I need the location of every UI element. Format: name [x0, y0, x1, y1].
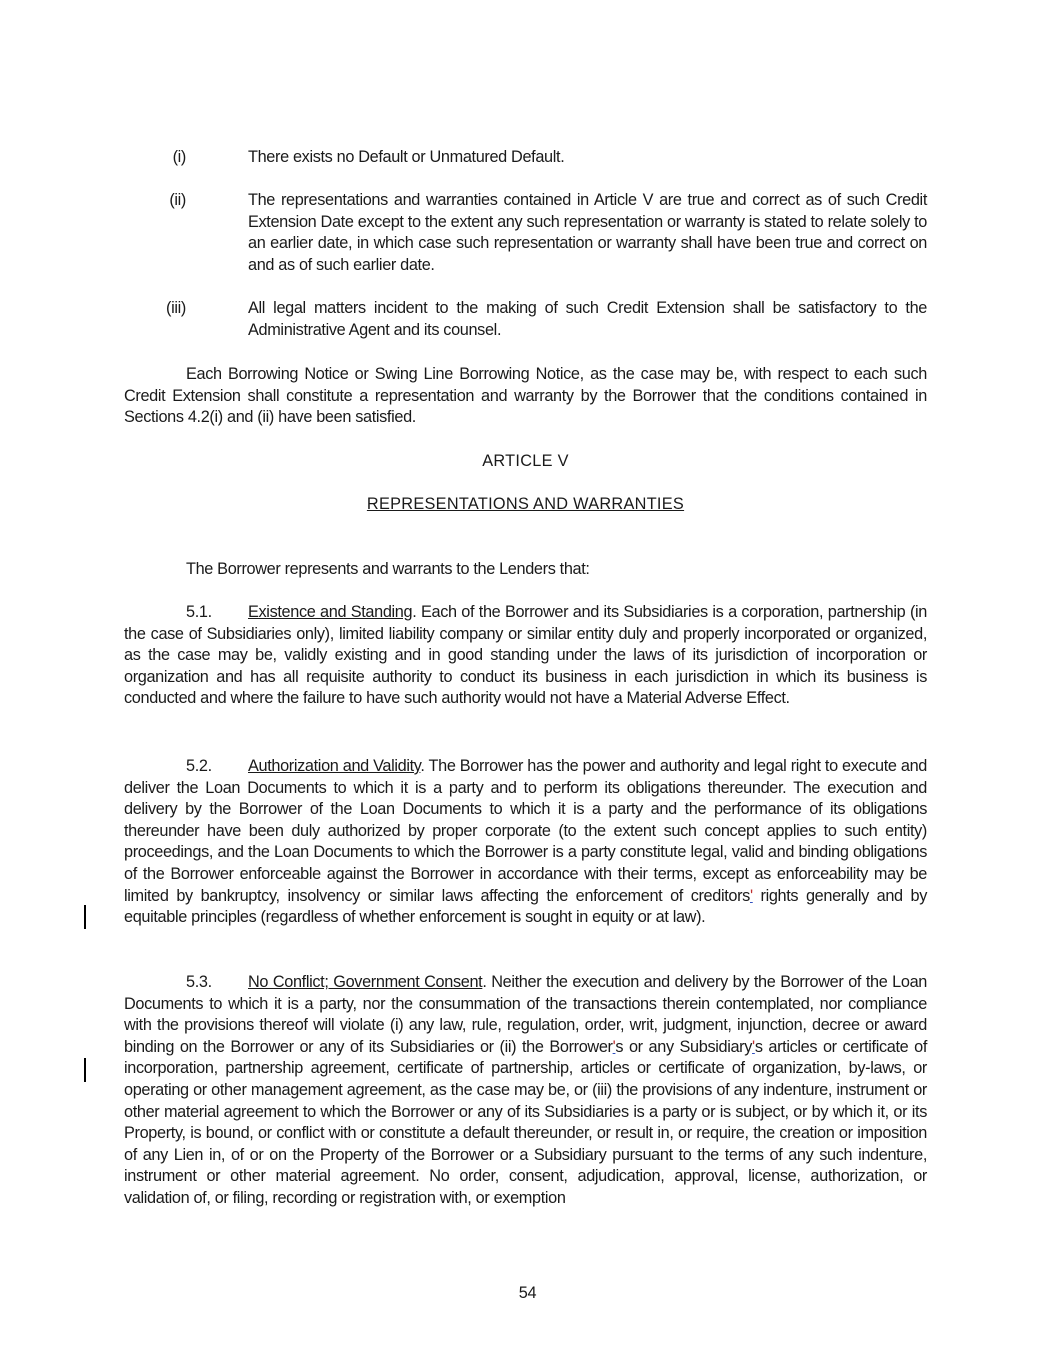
- condition-text: The representations and warranties contained in Article V are true and correct as of such Credit Extension Date except to the extent any such representation or warranty is stated to relate solely to an earlier date, in which case such representation or warranty shall have been true and correct on and as of such earlier date.: [248, 191, 927, 274]
- section-5-1: [124, 602, 927, 710]
- intro-paragraph: The Borrower represents and warrants to the Lenders that:: [186, 560, 590, 578]
- revision-change-bar: [84, 1058, 86, 1082]
- section-number: 5.3.: [186, 973, 212, 991]
- section-text: rights generally and by equitable principles (regardless of whether enforcement is sought in equity or at law).: [124, 886, 927, 927]
- tracked-apostrophe: ': [749, 886, 753, 905]
- section-text: . Each of the Borrower and its Subsidiaries is a corporation, partnership (in the case of Subsidiaries only), limited liability company or similar entity duly and properly incorporated or organized, as the case may be, validly existing and in good standing under the laws of its jurisdiction of incorporation or organization and has all requisite authority to conduct its business in each jurisdiction in which its business is conducted and where the failure to have such authority would not have a Material Adverse Effect.: [124, 603, 927, 708]
- section-text: s articles or certificate of incorporation, partnership agreement, certificate of partnership, articles or certificate of organization, by-laws, or operating or other management agreement, as the case may be, or (iii) the provisions of any indenture, instrument or other material agreement to which the Borrower or any of its Subsidiaries is a party or is subject, or by which it, or its Property, is bound, or conflict with or constitute a default thereunder, or result in, or require, the creation or imposition of any Lien in, of or on the Property of the Borrower or a Subsidiary pursuant to the terms of any such indenture, instrument or other material agreement. No order, consent, adjudication, approval, license, authorization, or validation of, or filing, recording or registration with, or exemption: [124, 1037, 928, 1207]
- tracked-apostrophe: ': [612, 1037, 616, 1056]
- section-heading: No Conflict; Government Consent: [248, 973, 483, 991]
- page-number: 54: [518, 1284, 537, 1302]
- condition-text: All legal matters incident to the making of such Credit Extension shall be satisfactory to the Administrative Agent and its counsel.: [248, 299, 927, 339]
- revision-change-bar: [84, 905, 86, 929]
- tracked-apostrophe: ': [752, 1037, 755, 1056]
- article-label: ARTICLE V: [482, 452, 569, 470]
- article-title: [124, 494, 927, 516]
- condition-number: (i): [172, 148, 186, 166]
- section-5-2: [124, 756, 927, 929]
- condition-text: There exists no Default or Unmatured Default.: [248, 148, 565, 166]
- section-text: . Neither the execution and delivery by the Borrower of the Loan Documents to which it is a party, nor the consummation of the transactions therein contemplated, nor compliance with the provisions thereof will violate (i) any law, rule, regulation, order, writ, judgment, injunction, decree or award binding on the Borrower or any of its Subsidiaries or (ii) the Borrower: [124, 973, 927, 1056]
- condition-item-iii: [124, 298, 927, 341]
- section-heading: Authorization and Validity: [248, 757, 421, 775]
- condition-item-i: [124, 147, 927, 169]
- section-5-3: [124, 972, 927, 1210]
- condition-number: (ii): [169, 191, 186, 209]
- section-number: 5.2.: [186, 757, 212, 775]
- section-heading: Existence and Standing: [248, 603, 413, 621]
- section-text: . The Borrower has the power and authority and legal right to execute and deliver the Loan Documents to which it is a party and to perform its obligations thereunder. The execution and delivery by the Borrower of the Loan Documents to which it is a party and the performance of its obligations thereunder have been duly authorized by proper corporate (to the extent such concept applies to such entity) proceedings, and the Loan Documents to which the Borrower is a party constitute legal, valid and binding obligations of the Borrower enforceable against the Borrower in accordance with their terms, except as enforceability may be limited by bankruptcy, insolvency or similar laws affecting the enforcement of creditors: [124, 757, 927, 905]
- section-text: s or any Subsidiary: [615, 1037, 753, 1056]
- section-number: 5.1.: [186, 603, 212, 621]
- borrowing-notice-paragraph: Each Borrowing Notice or Swing Line Borrowing Notice, as the case may be, with respect to each such Credit Extension shall constitute a representation and warranty by the Borrower that the conditions contained in Sections 4.2(i) and (ii) have been satisfied.: [124, 365, 927, 427]
- article-title-text: REPRESENTATIONS AND WARRANTIES: [366, 495, 685, 513]
- condition-number: (iii): [166, 299, 186, 317]
- condition-item-ii: [124, 190, 927, 276]
